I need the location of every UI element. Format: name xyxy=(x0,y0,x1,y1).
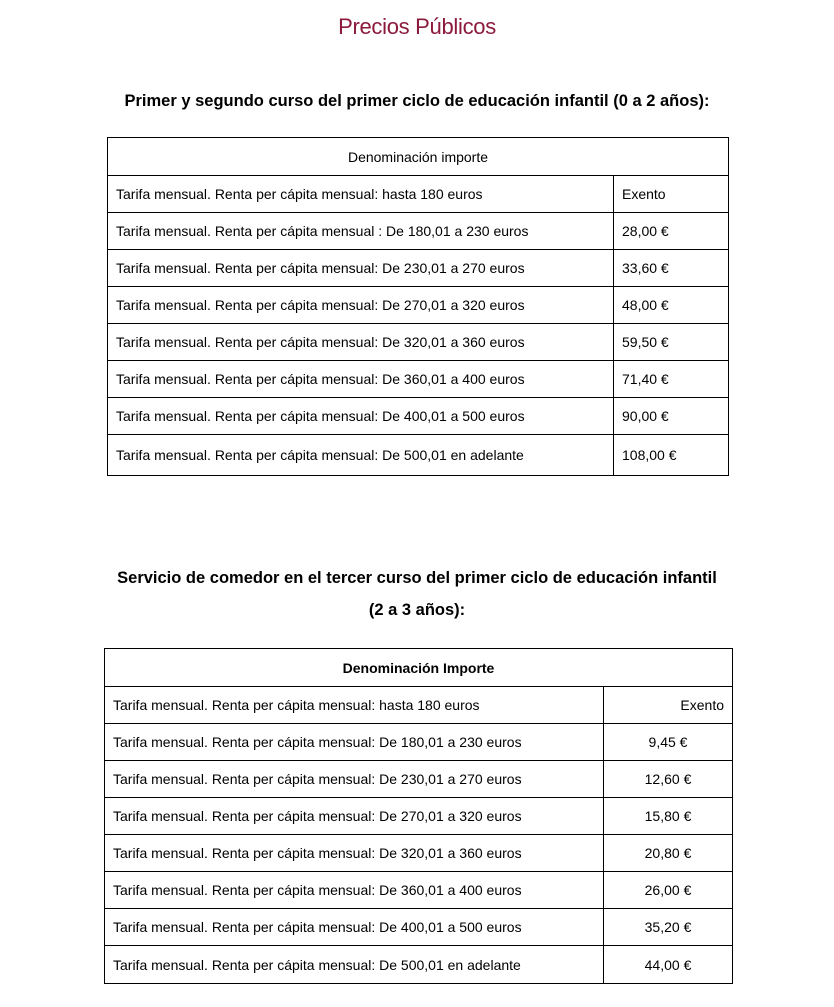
table-row xyxy=(105,946,733,984)
row-label: Tarifa mensual. Renta per cápita mensual: De 230,01 a 270 euros xyxy=(105,761,604,798)
row-price: Exento xyxy=(614,176,729,213)
table-row xyxy=(105,798,733,835)
row-label: Tarifa mensual. Renta per cápita mensual: De 500,01 en adelante xyxy=(108,435,614,476)
table-row xyxy=(105,687,733,724)
row-label: Tarifa mensual. Renta per cápita mensual: De 400,01 a 500 euros xyxy=(108,398,614,435)
table-header: Denominación Importe xyxy=(105,649,733,687)
section-heading-line: (2 a 3 años): xyxy=(368,601,466,619)
row-label: Tarifa mensual. Renta per cápita mensual: De 500,01 en adelante xyxy=(105,946,604,984)
row-price: 59,50 € xyxy=(614,324,729,361)
row-price: 28,00 € xyxy=(614,213,729,250)
row-label: Tarifa mensual. Renta per cápita mensual: De 270,01 a 320 euros xyxy=(108,287,614,324)
row-label: Tarifa mensual. Renta per cápita mensual: De 180,01 a 230 euros xyxy=(105,724,604,761)
table-row xyxy=(108,324,729,361)
table-header-row xyxy=(105,649,733,687)
row-label: Tarifa mensual. Renta per cápita mensual: De 400,01 a 500 euros xyxy=(105,909,604,946)
table-row xyxy=(108,250,729,287)
row-label: Tarifa mensual. Renta per cápita mensual: De 360,01 a 400 euros xyxy=(108,361,614,398)
table-row xyxy=(108,361,729,398)
row-price: Exento xyxy=(604,687,733,724)
row-price: 15,80 € xyxy=(604,798,733,835)
row-label: Tarifa mensual. Renta per cápita mensual: hasta 180 euros xyxy=(105,687,604,724)
row-label: Tarifa mensual. Renta per cápita mensual: De 270,01 a 320 euros xyxy=(105,798,604,835)
row-price: 44,00 € xyxy=(604,946,733,984)
table-row xyxy=(108,176,729,213)
table-row xyxy=(105,835,733,872)
table-header-row xyxy=(108,138,729,176)
row-price: 26,00 € xyxy=(604,872,733,909)
price-table-dining-service xyxy=(104,648,733,984)
page-title: Precios Públicos xyxy=(338,14,496,39)
table-row xyxy=(105,872,733,909)
row-price: 71,40 € xyxy=(614,361,729,398)
table-row xyxy=(108,398,729,435)
section-heading-line: Servicio de comedor en el tercer curso del primer ciclo de educación infantil xyxy=(117,569,717,587)
table-row xyxy=(108,287,729,324)
row-price: 90,00 € xyxy=(614,398,729,435)
table-row xyxy=(105,909,733,946)
row-label: Tarifa mensual. Renta per cápita mensual: hasta 180 euros xyxy=(108,176,614,213)
row-price: 108,00 € xyxy=(614,435,729,476)
section-heading-dining-service xyxy=(0,563,834,625)
row-label: Tarifa mensual. Renta per cápita mensual: De 320,01 a 360 euros xyxy=(108,324,614,361)
row-price: 20,80 € xyxy=(604,835,733,872)
table-row xyxy=(108,435,729,476)
row-price: 48,00 € xyxy=(614,287,729,324)
table-row xyxy=(105,761,733,798)
row-label: Tarifa mensual. Renta per cápita mensual: De 320,01 a 360 euros xyxy=(105,835,604,872)
table-row xyxy=(105,724,733,761)
row-label: Tarifa mensual. Renta per cápita mensual: De 360,01 a 400 euros xyxy=(105,872,604,909)
row-price: 35,20 € xyxy=(604,909,733,946)
section-heading-infant-cycle: Primer y segundo curso del primer ciclo de educación infantil (0 a 2 años): xyxy=(124,92,710,110)
price-table-infant-cycle xyxy=(107,137,729,476)
row-label: Tarifa mensual. Renta per cápita mensual : De 180,01 a 230 euros xyxy=(108,213,614,250)
row-label: Tarifa mensual. Renta per cápita mensual: De 230,01 a 270 euros xyxy=(108,250,614,287)
row-price: 9,45 € xyxy=(604,724,733,761)
table-row xyxy=(108,213,729,250)
row-price: 12,60 € xyxy=(604,761,733,798)
row-price: 33,60 € xyxy=(614,250,729,287)
table-header: Denominación importe xyxy=(108,138,729,176)
